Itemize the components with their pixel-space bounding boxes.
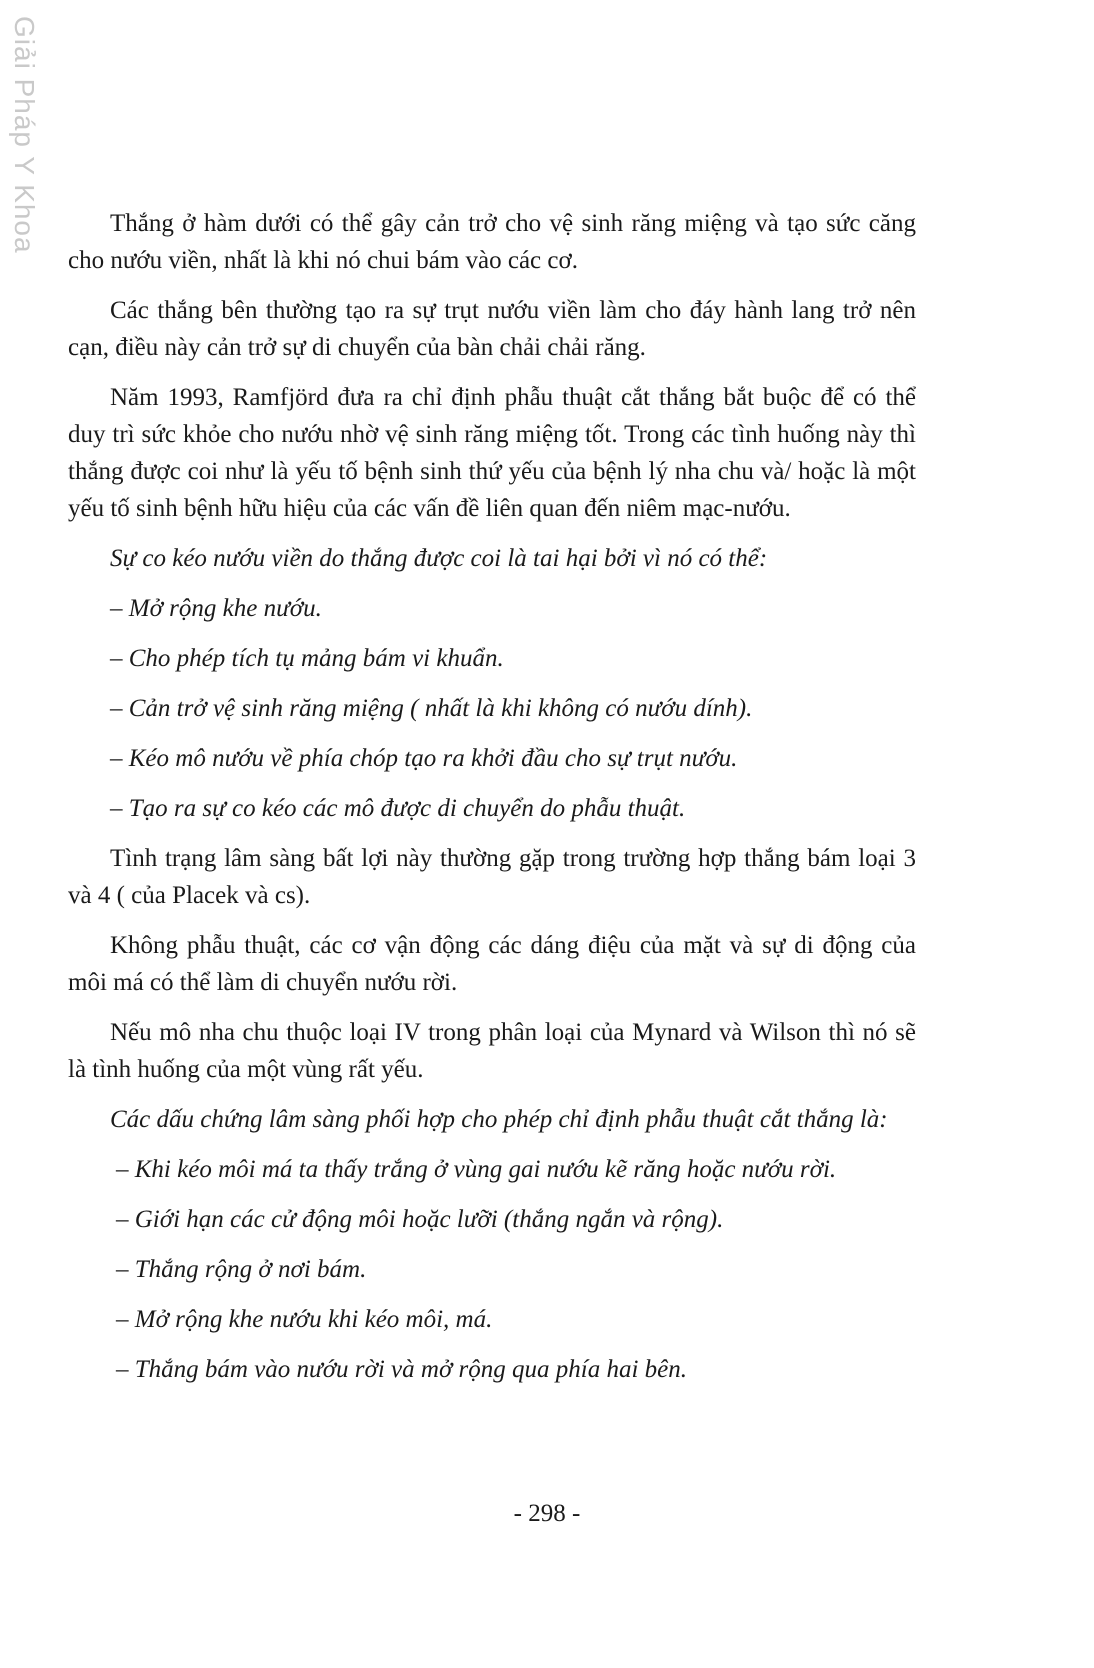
page-number: - 298 - <box>513 1500 581 1527</box>
paragraph: Thắng ở hàm dưới có thể gây cản trở cho vệ sinh răng miệng và tạo sức căng cho nướu viền, nhất là khi nó chui bám vào các cơ. <box>68 210 916 274</box>
list-item: – Giới hạn các cử động môi hoặc lưỡi (thắng ngắn và rộng). <box>116 1206 724 1233</box>
list-item: – Mở rộng khe nướu. <box>110 595 322 622</box>
indication-list <box>68 1151 916 1388</box>
list-item: – Mở rộng khe nướu khi kéo môi, má. <box>116 1306 493 1333</box>
list-item: – Kéo mô nướu về phía chóp tạo ra khởi đầu cho sự trụt nướu. <box>110 745 738 772</box>
paragraph: Không phẫu thuật, các cơ vận động các dáng điệu của mặt và sự di động của môi má có thể làm di chuyển nướu rời. <box>68 932 916 996</box>
paragraph: Năm 1993, Ramfjörd đưa ra chỉ định phẫu thuật cắt thắng bắt buộc để có thể duy trì sức khỏe cho nướu nhờ vệ sinh răng miệng tốt. Trong các tình huống này thì thắng được coi như là yếu tố bệnh sinh thứ yếu của bệnh lý nha chu và/ hoặc là một yếu tố sinh bệnh hữu hiệu của các vấn đề liên quan đến niêm mạc-nướu. <box>68 384 916 522</box>
paragraph: Tình trạng lâm sàng bất lợi này thường gặp trong trường hợp thắng bám loại 3 và 4 ( của Placek và cs). <box>68 845 916 909</box>
list-intro: Sự co kéo nướu viền do thắng được coi là tai hại bởi vì nó có thể: <box>110 545 768 572</box>
watermark: Giải Pháp Y Khoa <box>9 16 40 254</box>
list-item: – Thắng rộng ở nơi bám. <box>116 1256 367 1283</box>
paragraph: Các thắng bên thường tạo ra sự trụt nướu viền làm cho đáy hành lang trở nên cạn, điều này cản trở sự di chuyển của bàn chải chải răng. <box>68 297 916 361</box>
list-item: – Cho phép tích tụ mảng bám vi khuẩn. <box>110 645 504 672</box>
list-intro: Các dấu chứng lâm sàng phối hợp cho phép chỉ định phẫu thuật cắt thắng là: <box>110 1106 888 1133</box>
list-item: – Tạo ra sự co kéo các mô được di chuyển do phẫu thuật. <box>110 795 686 822</box>
list-item: – Khi kéo môi má ta thấy trắng ở vùng gai nướu kẽ răng hoặc nướu rời. <box>116 1156 837 1183</box>
paragraph: Nếu mô nha chu thuộc loại IV trong phân loại của Mynard và Wilson thì nó sẽ là tình huống của một vùng rất yếu. <box>68 1019 916 1083</box>
page-body <box>68 205 916 1401</box>
list-item: – Cản trở vệ sinh răng miệng ( nhất là khi không có nướu dính). <box>110 695 753 722</box>
harm-list <box>68 590 916 827</box>
list-item: – Thắng bám vào nướu rời và mở rộng qua phía hai bên. <box>116 1356 688 1383</box>
